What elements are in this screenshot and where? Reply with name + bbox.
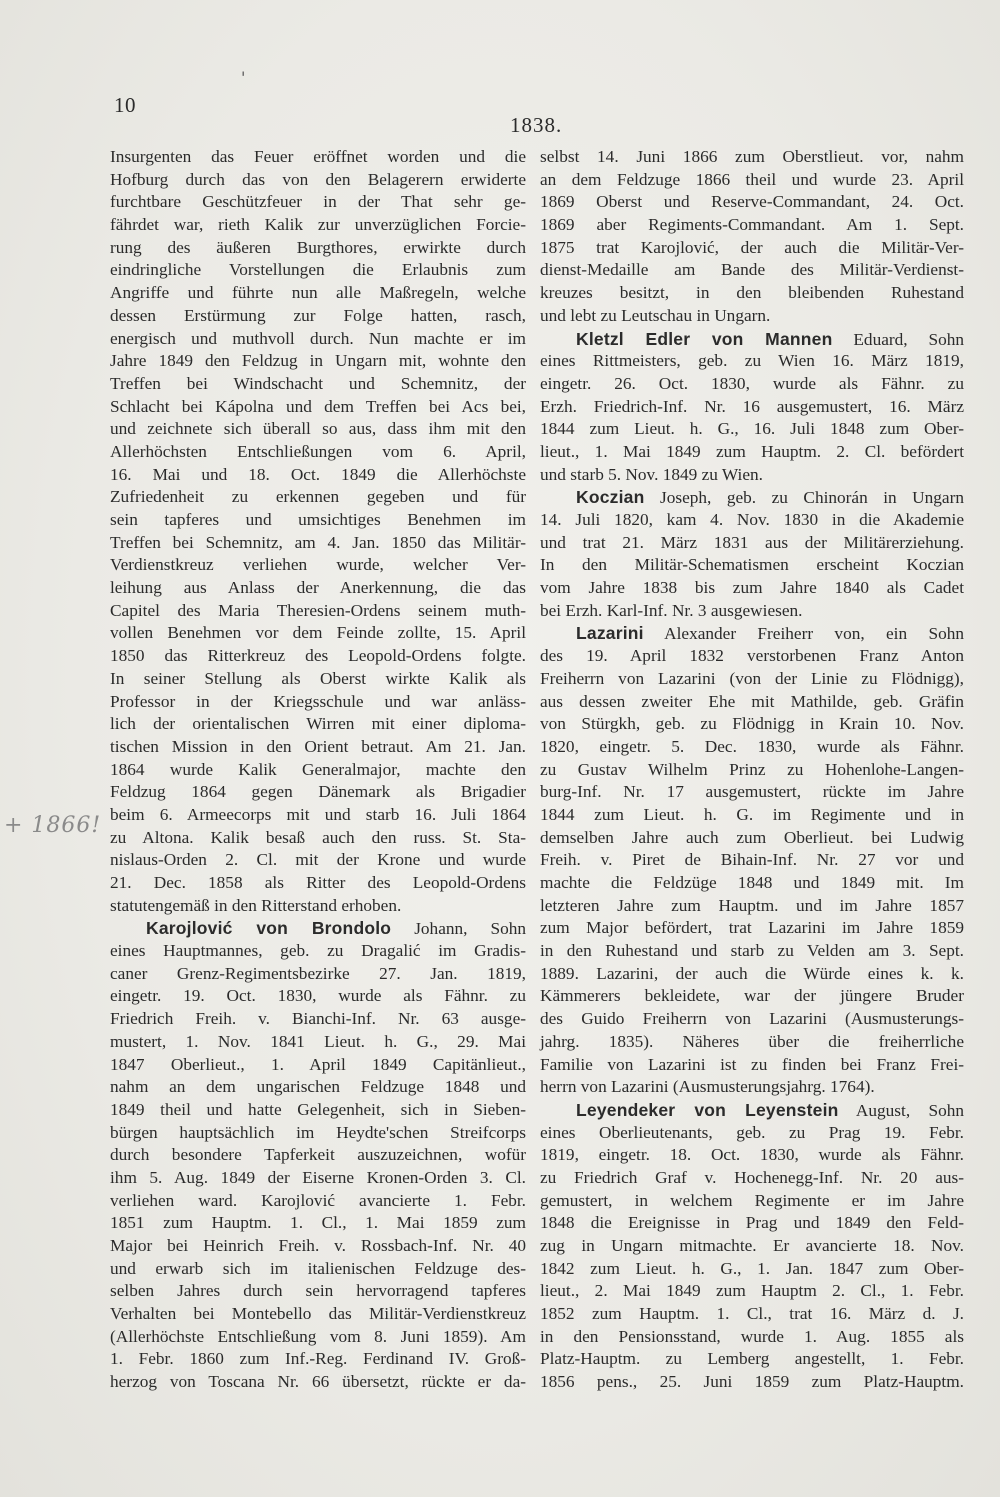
text-line: eingetr. 26. Oct. 1830, wurde als Fähnr. zu — [540, 373, 964, 393]
text-line: in den Ruhestand und starb zu Velden am 3. Sept. — [540, 941, 964, 961]
text-line: dienst-Medaille am Bande des Militär-Verdienst- — [540, 260, 964, 280]
text-line: vom Jahre 1838 bis zum Jahre 1840 als Cadet — [540, 578, 964, 598]
text-line: Freih. v. Piret de Bihain-Inf. Nr. 27 vor und — [540, 850, 964, 870]
text-line: fährdet war, rieth Kalik zur unverzüglichen Forcie- — [110, 215, 526, 235]
text-line: 1820, eingetr. 5. Dec. 1830, wurde als Fähnr. — [540, 736, 964, 756]
entry-heading-line — [540, 622, 964, 645]
tick-mark: ' — [241, 68, 246, 87]
text-line: 1844 zum Lieut. h. G. im Regimente und in — [540, 804, 964, 824]
text-line: zu Gustav Wilhelm Prinz zu Hohenlohe-Langen- — [540, 759, 964, 779]
running-head: 1838. — [510, 113, 563, 137]
text-line: jahrg. 1835). Näheres über die freiherrliche — [540, 1031, 964, 1051]
text-line: Professor in der Kriegsschule und war anläss- — [110, 691, 526, 711]
entry-heading-line — [540, 328, 964, 351]
text-line: Verdienstkreuz verliehen wurde, welcher Ver- — [110, 555, 526, 575]
text-line: 1849 theil und hatte Gelegenheit, sich in Sieben- — [110, 1099, 526, 1119]
text-line: 1847 Oberlieut., 1. April 1849 Capitänlieut., — [110, 1054, 526, 1074]
text-line: eindringliche Vorstellungen die Erlaubnis zum — [110, 260, 526, 280]
text-line: Capitel des Maria Theresien-Ordens seinem muth- — [110, 600, 526, 620]
text-line: beim 6. Armeecorps mit und starb 16. Juli 1864 — [110, 804, 526, 824]
text-line: (Allerhöchste Entschließung vom 8. Juni 1859). Am — [110, 1326, 526, 1346]
text-line: dessen Erstürmung zur Folge hatten, rasch, — [110, 305, 526, 325]
entry-name: Leyendeker von Leyenstein — [576, 1099, 839, 1120]
text-line: 21. Dec. 1858 als Ritter des Leopold-Ordens — [110, 873, 526, 892]
entry-name: Lazarini — [576, 623, 644, 644]
text-line: 14. Juli 1820, kam 4. Nov. 1830 in die Akademie — [540, 510, 964, 529]
text-line: Treffen bei Windschacht und Schemnitz, der — [110, 373, 526, 393]
entry-text: Eduard, Sohn — [832, 329, 964, 349]
text-line: mustert, 1. Nov. 1841 Lieut. h. G., 29. Mai — [110, 1031, 526, 1051]
text-line: demselben Jahre auch zum Oberlieut. bei Ludwig — [540, 827, 964, 847]
text-line: Major bei Heinrich Freih. v. Rossbach-Inf. Nr. 40 — [110, 1236, 526, 1255]
handwritten-marginal-note: + 1866! — [4, 813, 102, 838]
text-line: statutengemäß in den Ritterstand erhoben. — [110, 895, 402, 915]
text-line: 1869 aber Regiments-Commandant. Am 1. Sept. — [540, 215, 964, 235]
text-line: 1842 zum Lieut. h. G., 1. Jan. 1847 zum Ober- — [540, 1258, 964, 1278]
text-line: Familie von Lazarini ist zu finden bei Franz Frei- — [540, 1054, 964, 1074]
entry-name: Karojlović von Brondolo — [146, 918, 392, 939]
text-line: kreuzes besitzt, in den bleibenden Ruhestand — [540, 283, 964, 303]
text-line: ihm 5. Aug. 1849 der Eiserne Kronen-Orden 3. Cl. — [110, 1167, 526, 1187]
text-line: Freiherrn von Lazarini (von der Linie zu Flödnigg), — [540, 668, 964, 688]
text-line: des Guido Freiherrn von Lazarini (Ausmusterungs- — [540, 1009, 964, 1029]
text-line: Treffen bei Schemnitz, am 4. Jan. 1850 das Militär- — [110, 532, 526, 552]
text-line: lieut., 1. Mai 1849 zum Hauptm. 2. Cl. befördert — [540, 441, 964, 461]
text-line: eines Rittmeisters, geb. zu Wien 16. März 1819, — [540, 351, 964, 371]
text-line: eines Oberlieutenants, geb. zu Prag 19. Febr. — [540, 1122, 964, 1142]
text-line: 1. Febr. 1860 zum Inf.-Reg. Ferdinand IV. Groß- — [110, 1349, 526, 1369]
text-line: Erzh. Friedrich-Inf. Nr. 16 ausgemustert, 16. März — [540, 396, 964, 416]
column-gutter — [534, 150, 535, 1440]
left-text-column — [110, 146, 526, 1394]
text-line: In seiner Stellung als Oberst wirkte Kalik als — [110, 668, 526, 688]
text-line: sein tapferes und umsichtiges Benehmen im — [110, 510, 526, 529]
text-line: lieut., 2. Mai 1849 zum Hauptm 2. Cl., 1. Febr. — [540, 1281, 964, 1301]
text-line: 1852 zum Hauptm. 1. Cl., trat 16. März d. J. — [540, 1304, 964, 1324]
text-line: energisch und muthvoll durch. Nun machte er im — [110, 328, 526, 348]
text-line: lich der orientalischen Wirren mit einer diploma- — [110, 714, 526, 734]
text-line: eines Hauptmannes, geb. zu Dragalić im Gradis- — [110, 941, 526, 961]
text-line: selbst 14. Juni 1866 zum Oberstlieut. vor, nahm — [540, 147, 964, 166]
text-line: 1875 trat Karojlović, der auch die Militär-Ver- — [540, 237, 964, 257]
text-line: eingetr. 19. Oct. 1830, wurde als Fähnr. zu — [110, 986, 526, 1006]
text-line: zu Friedrich Graf v. Hochenegg-Inf. Nr. 20 aus- — [540, 1167, 964, 1187]
text-line: 1889. Lazarini, der auch die Würde eines k. k. — [540, 963, 964, 983]
entry-heading-line — [540, 1099, 964, 1122]
text-line: 1819, eingetr. 18. Oct. 1830, wurde als Fähnr. — [540, 1145, 964, 1165]
text-line: nislaus-Orden 2. Cl. mit der Krone und wurde — [110, 850, 526, 870]
entry-text: Joseph, geb. zu Chinorán in Ungarn — [644, 488, 964, 508]
text-line: 1850 das Ritterkreuz des Leopold-Ordens folgte. — [110, 646, 526, 666]
text-line: Insurgenten das Feuer eröffnet worden und die — [110, 147, 526, 166]
text-line: selben Jahres durch sein hervorragend tapferes — [110, 1281, 526, 1301]
text-line: vollen Benehmen vor dem Feinde zollte, 15. April — [110, 623, 526, 643]
text-line: rung des äußeren Burgthores, erwirkte durch — [110, 237, 526, 257]
text-line: nahm an dem ungarischen Feldzuge 1848 und — [110, 1077, 526, 1097]
text-line: herrn von Lazarini (Ausmusterungsjahrg. 1764). — [540, 1077, 875, 1097]
text-line: Schlacht bei Kápolna und dem Treffen bei Acs bei, — [110, 396, 526, 416]
text-line: und zeichnete sich überall so aus, dass ihm mit den — [110, 419, 526, 439]
text-line: Friedrich Freih. v. Bianchi-Inf. Nr. 63 ausge- — [110, 1009, 526, 1029]
text-line: furchtbare Geschützfeuer in der That sehr ge- — [110, 192, 526, 212]
text-line: 16. Mai und 18. Oct. 1849 die Allerhöchste — [110, 464, 526, 484]
text-line: herzog von Toscana Nr. 66 übersetzt, rückte er da- — [110, 1372, 526, 1392]
entry-name: Koczian — [576, 487, 645, 508]
text-line: 1848 die Ereignisse in Prag und 1849 den Feld- — [540, 1213, 964, 1233]
text-line: und trat 21. März 1831 aus der Militärerziehung. — [540, 532, 964, 552]
entry-text: Alexander Freiherr von, ein Sohn — [643, 624, 964, 644]
entry-text: Johann, Sohn — [391, 919, 527, 939]
text-line: leihung aus Anlass der Anerkennung, die das — [110, 578, 526, 598]
text-line: burg-Inf. Nr. 17 ausgemustert, rückte im Jahre — [540, 782, 964, 802]
page-number: 10 — [114, 93, 136, 117]
text-line: letzteren Jahre zum Hauptm. und im Jahre 1857 — [540, 895, 964, 915]
text-line: von Stürgkh, geb. zu Flödnigg in Krain 10. Nov. — [540, 714, 964, 734]
text-line: Verhalten bei Montebello das Militär-Verdienstkreuz — [110, 1304, 526, 1324]
text-line: Jahre 1849 den Feldzug in Ungarn mit, wohnte den — [110, 351, 526, 371]
entry-heading-line — [110, 917, 526, 940]
text-line: Allerhöchsten Entschließungen vom 6. April, — [110, 441, 526, 461]
text-line: caner Grenz-Regimentsbezirke 27. Jan. 1819, — [110, 963, 526, 983]
text-line: 1851 zum Hauptm. 1. Cl., 1. Mai 1859 zum — [110, 1213, 526, 1233]
text-line: zug in Ungarn mitmachte. Er avancierte 18. Nov. — [540, 1236, 964, 1255]
text-line: bei Erzh. Karl-Inf. Nr. 3 ausgewiesen. — [540, 600, 803, 620]
text-line: tischen Mission in den Orient betraut. Am 21. Jan. — [110, 736, 526, 756]
text-line: an dem Feldzuge 1866 theil und wurde 23. April — [540, 169, 964, 189]
text-line: Kämmerers bekleidete, war der jüngere Bruder — [540, 986, 964, 1006]
text-line: Feldzug 1864 gegen Dänemark als Brigadier — [110, 782, 526, 802]
text-line: durch besondere Tapferkeit auszuzeichnen, wofür — [110, 1145, 526, 1165]
entry-text: August, Sohn — [838, 1100, 964, 1120]
text-line: und starb 5. Nov. 1849 zu Wien. — [540, 464, 763, 484]
text-line: In den Militär-Schematismen erscheint Koczian — [540, 555, 964, 575]
text-line: gemustert, in welchem Regimente er im Jahre — [540, 1190, 964, 1210]
right-text-column — [540, 146, 964, 1394]
text-line: zum Major befördert, trat Lazarini im Jahre 1859 — [540, 918, 964, 938]
text-line: und erwarb sich im italienischen Feldzuge des- — [110, 1258, 526, 1278]
text-line: bürgen hauptsächlich im Heydte'schen Streifcorps — [110, 1122, 526, 1142]
text-line: des 19. April 1832 verstorbenen Franz Anton — [540, 646, 964, 666]
text-line: aus dessen zweiter Ehe mit Mathilde, geb. Gräfin — [540, 691, 964, 711]
text-line: verliehen ward. Karojlović avancierte 1. Febr. — [110, 1190, 526, 1210]
text-line: machte die Feldzüge 1848 und 1849 mit. Im — [540, 873, 964, 892]
text-line: Hofburg durch das von den Belagerern erwiderte — [110, 169, 526, 189]
text-line: und lebt zu Leutschau in Ungarn. — [540, 305, 771, 325]
text-line: 1844 zum Lieut. h. G., 16. Juli 1848 zum Ober- — [540, 419, 964, 439]
entry-heading-line — [540, 486, 964, 509]
text-line: zu Altona. Kalik besaß auch den russ. St. Sta- — [110, 827, 526, 847]
text-line: 1856 pens., 25. Juni 1859 zum Platz-Hauptm. — [540, 1372, 964, 1392]
text-line: Angriffe und führte nun alle Maßregeln, welche — [110, 283, 526, 303]
text-line: Zufriedenheit zu erkennen gegeben und für — [110, 487, 526, 507]
entry-name: Kletzl Edler von Mannen — [576, 328, 833, 349]
text-line: 1869 Oberst und Reserve-Commandant, 24. Oct. — [540, 192, 964, 212]
text-line: in den Pensionsstand, wurde 1. Aug. 1855 als — [540, 1326, 964, 1346]
text-line: Platz-Hauptm. zu Lemberg angestellt, 1. Febr. — [540, 1349, 964, 1369]
text-line: 1864 wurde Kalik Generalmajor, machte den — [110, 759, 526, 779]
